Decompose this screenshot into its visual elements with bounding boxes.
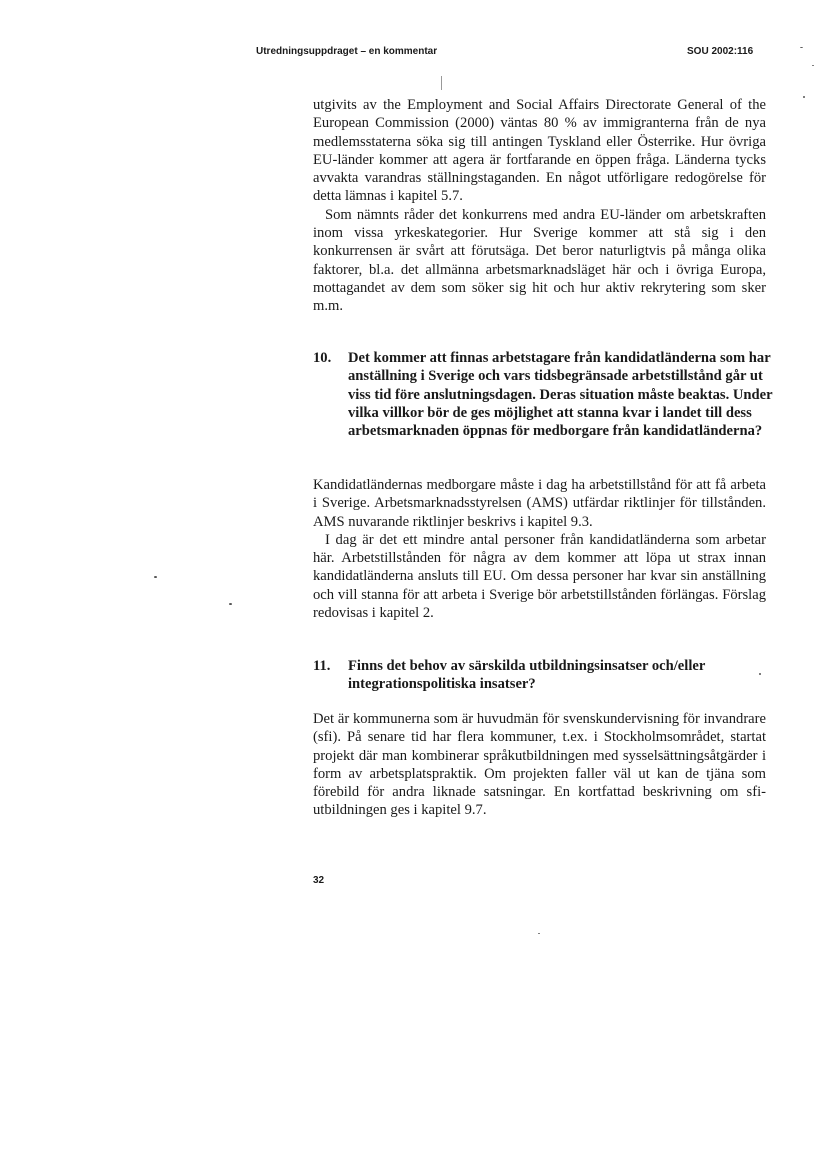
text-block-answer-11 [313,710,766,820]
scan-speck [812,65,814,66]
paragraph-immigration-forecast: utgivits av the Employment and Social Affairs Directorate General of the European Commission (2000) väntas 80 % av immigranterna från de nya medlemsstaterna söka sig till antingen Tyskland eller Österrike. Hur övriga EU-länder kommer att agera är fortfarande en öppen fråga. Länderna tycks avvakta varandras ställningstaganden. En något utförligare redogörelse för detta lämnas i kapitel 5.7. [313,97,766,205]
paragraph-sfi-education: Det är kommunerna som är huvudmän för svenskundervisning för invandrare (sfi). På senare tid har flera kommuner, t.ex. i Stockholmsområdet, startat projekt där man kombinerar språkutbildningen med sysselsättningsåtgärder i form av arbetsplatspraktik. Om projekten faller väl ut kan de tjäna som förebild för andra liknade satsningar. En kortfattad beskrivning om sfi-utbildningen ges i kapitel 9.7. [313,711,766,819]
scan-speck [441,76,442,90]
text-block-intro [313,96,766,316]
scan-speck [800,47,803,48]
scan-speck [154,576,157,578]
running-header-report-number: SOU 2002:116 [687,46,754,57]
question-number: 11. [313,658,331,674]
question-text: Det kommer att finnas arbetstagare från kandidatländerna som har anställning i Sverige och vars tidsbegränsade arbetstillstånd går ut viss tid före anslutningsdagen. Deras situation måste beaktas. Under vilka villkor bör de ges möjlighet att stanna kvar i landet till dess arbetsmarknaden öppnas för medborgare från kandidatländerna? [348,350,773,440]
paragraph-competition: Som nämnts råder det konkurrens med andra EU-länder om arbetskraften inom vissa yrkeskategorier. Hur Sverige kommer att stå sig i den konkurrensen är svårt att förutsäga. Det beror naturligtvis på många olika faktorer, bl.a. det allmänna arbetsmarknadsläget här och i övriga Europa, mottagandet av dem som söker sig hit och hur aktiv rekrytering som sker m.m. [313,206,766,315]
scan-speck [538,933,540,934]
paragraph-permit-extension: I dag är det ett mindre antal personer från kandidatländerna som arbetar här. Arbetstillstånden för några av dem kommer att löpa ut strax innan kandidatländerna ansluts till EU. Om dessa personer har kvar sin anställning och vill stanna för att arbeta i Sverige bör arbetstillstånden förlängas. Förslag redovisas i kapitel 2. [313,531,766,622]
page-number: 32 [313,875,325,886]
scan-speck [229,603,232,605]
scan-speck [759,673,761,675]
running-header-title: Utredningsuppdraget – en kommentar [256,46,438,57]
question-10 [313,349,773,440]
scan-speck [803,96,805,98]
text-block-answer-10 [313,476,766,622]
paragraph-work-permits: Kandidatländernas medborgare måste i dag ha arbetstillstånd för att få arbeta i Sverige. Arbetsmarknadsstyrelsen (AMS) utfärdar riktlinjer för tillstånden. AMS nuvarande riktlinjer beskrivs i kapitel 9.3. [313,477,766,530]
question-number: 10. [313,350,332,366]
question-11 [313,657,773,694]
question-text: Finns det behov av särskilda utbildningsinsatser och/eller integrationspolitiska insatser? [348,658,706,693]
